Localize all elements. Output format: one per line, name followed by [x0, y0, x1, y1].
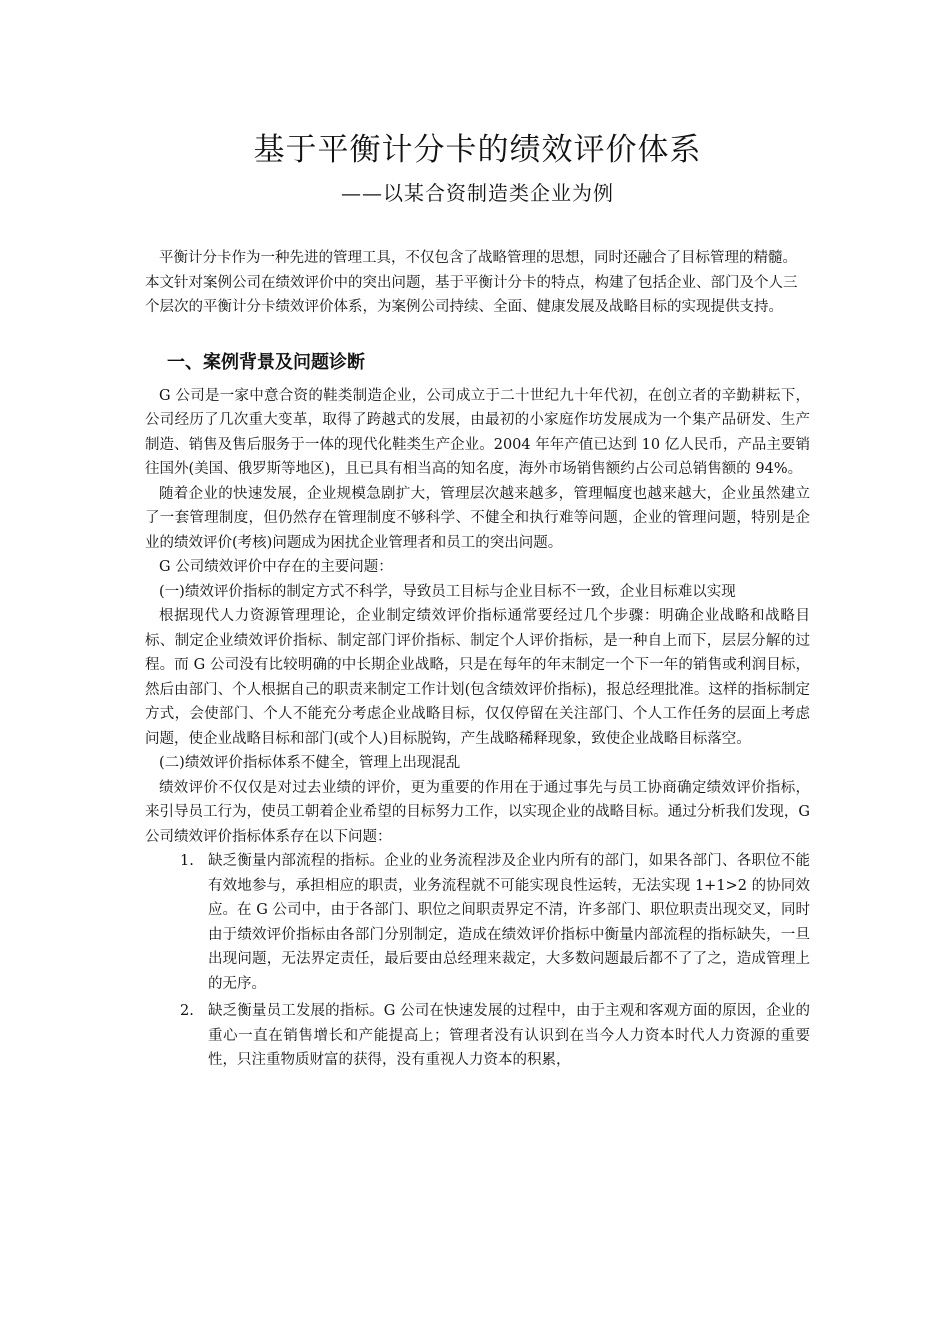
page-title: 基于平衡计分卡的绩效评价体系 — [253, 132, 702, 168]
abstract-paragraph: 平衡计分卡作为一种先进的管理工具，不仅包含了战略管理的思想，同时还融合了目标管理的精髓。本文针对案例公司在绩效评价中的突出问题，基于平衡计分卡的特点，构建了包括企业、部门及个人三个层次的平衡计分卡绩效评价体系，为案例公司持续、全面、健康发展及战略目标的实现提供支持。 — [145, 250, 798, 315]
subheading-paragraph: (二)绩效评价指标体系不健全，管理上出现混乱 — [159, 755, 461, 771]
body-paragraph: 根据现代人力资源管理理论，企业制定绩效评价指标通常要经过几个步骤：明确企业战略和战略目标、制定企业绩效评价指标、制定部门评价指标、制定个人评价指标，是一种自上而下，层层分解的过程。而 G 公司没有比较明确的中长期企业战略，只是在每年的年末制定一个下一年的销售或利润目标，然后由部门、个人根据自己的职责来制定工作计划(包含绩效评价指标)，报总经理批准。这样的指标制定方式，会使部门、个人不能充分考虑企业战略目标，仅仅停留在关注部门、个人工作任务的层面上考虑问题，使企业战略目标和部门(或个人)目标脱钩，产生战略稀释现象，致使企业战略目标落空。 — [145, 608, 810, 747]
subheading-paragraph: (一)绩效评价指标的制定方式不科学，导致员工目标与企业目标不一致，企业目标难以实现 — [159, 583, 736, 600]
numbered-list — [145, 849, 810, 1073]
body-paragraph: G 公司绩效评价中存在的主要问题： — [159, 559, 393, 575]
body-paragraph: 绩效评价不仅仅是对过去业绩的评价，更为重要的作用在于通过事先与员工协商确定绩效评价指标，来引导员工行为，使员工朝着企业希望的目标努力工作，以实现企业的战略目标。通过分析我们发现，G 公司绩效评价指标体系存在以下问题： — [145, 779, 810, 845]
list-number: 2. — [180, 1003, 194, 1019]
document-page — [145, 128, 810, 1073]
body-paragraph: G 公司是一家中意合资的鞋类制造企业，公司成立于二十世纪九十年代初，在创立者的辛勤耕耘下，公司经历了几次重大变革，取得了跨越式的发展，由最初的小家庭作坊发展成为一个集产品研发、生产制造、销售及售后服务于一体的现代化鞋类生产企业。2004 年年产值已达到 10 亿人民币，产品主要销往国外(美国、俄罗斯等地区)，且已具有相当高的知名度，海外市场销售额约占公司总销售额的 94%。 — [145, 387, 810, 477]
section-heading: 一、案例背景及问题诊断 — [167, 351, 365, 373]
list-item-text: 缺乏衡量员工发展的指标。G 公司在快速发展的过程中，由于主观和客观方面的原因，企业的重心一直在销售增长和产能提高上；管理者没有认识到在当今人力资本时代人力资源的重要性，只注重物质财富的获得，没有重视人力资本的积累， — [208, 1003, 810, 1068]
list-item — [145, 849, 810, 996]
page-subtitle: ——以某合资制造类企业为例 — [341, 181, 614, 205]
list-number: 1. — [180, 853, 194, 869]
list-item — [145, 999, 810, 1073]
list-item-text: 缺乏衡量内部流程的指标。企业的业务流程涉及企业内所有的部门，如果各部门、各职位不能有效地参与，承担相应的职责，业务流程就不可能实现良性运转，无法实现 1+1>2 的协同效应。在 G 公司中，由于各部门、职位之间职责界定不清，许多部门、职位职责出现交叉，同时由于绩效评价指标由各部门分别制定，造成在绩效评价指标中衡量内部流程的指标缺失，一旦出现问题，无法界定责任，最后要由总经理来裁定，大多数问题最后都不了了之，造成管理上的无序。 — [208, 853, 810, 992]
section-body — [145, 384, 810, 1073]
body-paragraph: 随着企业的快速发展，企业规模急剧扩大，管理层次越来越多，管理幅度也越来越大，企业虽然建立了一套管理制度，但仍然存在管理制度不够科学、不健全和执行难等问题，企业的管理问题，特别是企业的绩效评价(考核)问题成为困扰企业管理者和员工的突出问题。 — [145, 485, 810, 551]
